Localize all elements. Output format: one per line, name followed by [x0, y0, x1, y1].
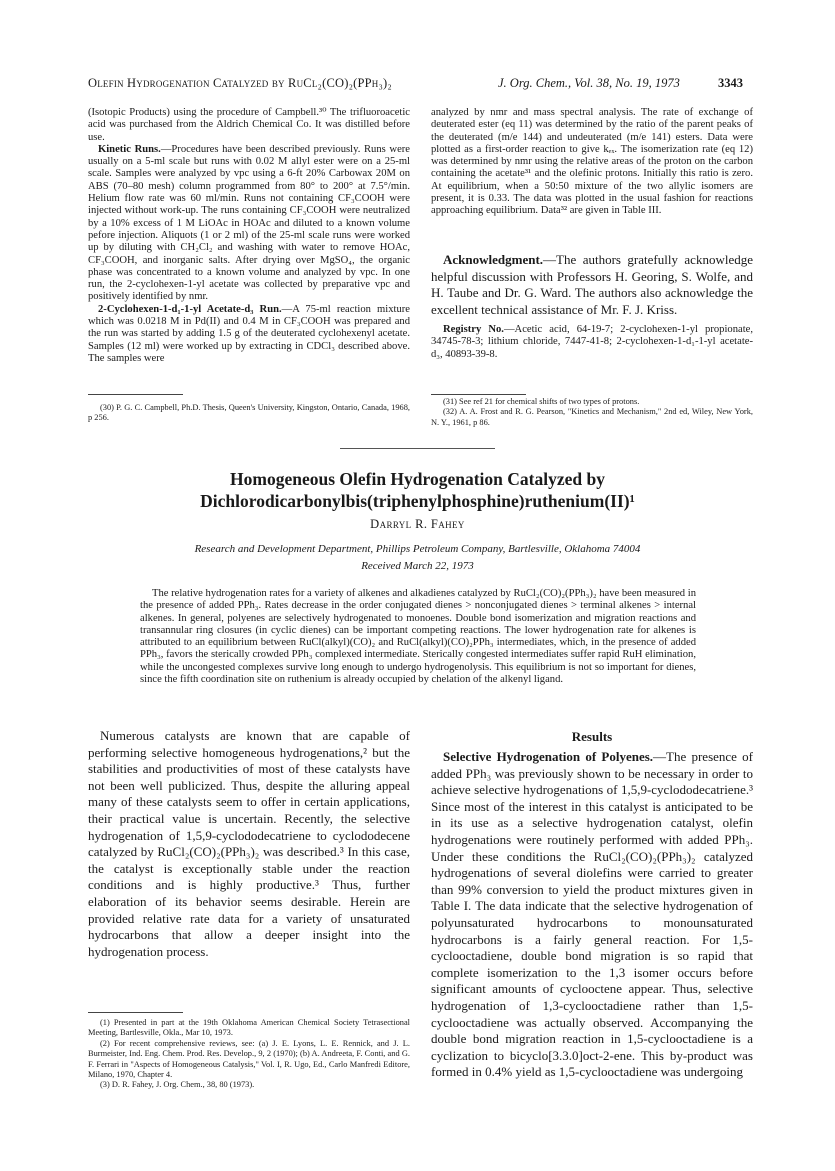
footnote-3: (3) D. R. Fahey, J. Org. Chem., 38, 80 (1973). [100, 1080, 255, 1090]
footnote-rule-left [88, 394, 183, 395]
article-separator [340, 448, 495, 449]
cyclohexenyl-run-heading: 2-Cyclohexen-1-d₁-1-yl Acetate-d₃ Run. [98, 303, 282, 315]
prev-article-right-column [431, 107, 753, 218]
cyclohexenyl-run-text: —A 75-ml reaction mixture which was 0.0218 M in Pd(II) and 0.4 M in CF₃COOH was prepared and the run was started by adding 1.5 g of the deuterated cyclohexenyl acetate. Samples (12 ml) were worked up by extracting in CDCl₃ described above. The samples were [88, 303, 410, 364]
introduction: Numerous catalysts are known that are capable of performing selective homogeneous hydrogenations,² but the stabilities and productivities of most of these catalysts have not been well publicized. Thus, despite the alluring appeal many of these catalysts seem to offer in certain applications, their practical value is uncertain. Recently, the selective hydrogenation of 1,5,9-cyclododecatriene to cyclododecene catalyzed by RuCl₂(CO)₂(PPh₃)₂ was described.³ In this case, the catalyst is exceptionally stable under the reaction conditions and is highly productive.³ Thus, further elaboration of its behavior seems desirable. Herein are provided relative rate data for a variety of unsaturated hydrocarbons that allow a deeper insight into the hydrogenation process. [88, 728, 410, 959]
acknowledgment-text: —The authors gratefully acknowledge helpful discussion with Professors H. Georing, S. Wolfe, and H. Taube and Dr. G. Ward. The authors also acknowledge the excellent technical assistance of Mr. F. J. Kriss. [431, 252, 753, 317]
results-subheading: Selective Hydrogenation of Polyenes. [443, 749, 654, 764]
abstract: The relative hydrogenation rates for a variety of alkenes and alkadienes catalyzed by RuCl₂(CO)₂(PPh₃)₂ have been measured in the presence of added PPh₃. Rates decrease in the order conjugated dienes > nonconjugated dienes > terminal alkenes > internal alkenes. In general, polyenes are selectively hydrogenated to monoenes. Double bond isomerization and migration reactions and transannular ring closures (in cyclic dienes) can be important competing reactions. The lower hydrogenation rate for alkenes is attributed to an equilibrium between RuCl(alkyl)(CO)₂ and RuCl(alkyl)(CO)₂PPh₃ intermediates, which, in the presence of added PPh₃, favors the sterically crowded PPh₃ complexed intermediate. Sterically congested intermediates suffer rapid RuH elimination, while the uncongested complexes survive long enough to undergo hydrogenolysis. This equilibrium is not so important for dienes, since the fifth coordination site on ruthenium is already occupied by chelation of the alkenyl ligand. [140, 588, 696, 686]
footnote-rule-right [431, 394, 526, 395]
title-line-2: Dichlorodicarbonylbis(triphenylphosphine)ruthenium(II)¹ [200, 491, 635, 511]
acknowledgment-heading: Acknowledgment. [443, 252, 544, 267]
registry-numbers [431, 324, 753, 361]
author: Darryl R. Fahey [370, 517, 465, 531]
page-number: 3343 [718, 76, 743, 90]
title-line-1: Homogeneous Olefin Hydrogenation Catalyzed by [230, 469, 605, 489]
affiliation: Research and Development Department, Phillips Petroleum Company, Bartlesville, Oklahoma 74004 [194, 543, 641, 555]
kinetic-runs-text: —Procedures have been described previously. Runs were usually on a 5-ml scale but runs with 0.02 M allyl ester were on a 25-ml scale. Samples were analyzed by vpc using a 6-ft 20% Carbowax 20M on ABS (70–80 mesh) column programmed from 80° to 200° at 7.5°/min. Helium flow rate was 60 ml/min. Runs not containing CF₃COOH were injected without work-up. The runs containing CF₃COOH were neutralized by a 10% excess of 1 M LiOAc in HOAc and diluted to a known volume pefore injection. Aliquots (1 or 2 ml) of the 25-ml scale runs were worked up by diluting with CH₂Cl₂ and washing with water to remove HOAc, CF₃COOH, and inorganic salts. After drying over MgSO₄, the organic phase was concentrated to a known volume and analyzed by vpc. In one run, the 2-cyclohexen-1-yl acetate was collected by preparative vpc and positively identified by nmr. [88, 143, 410, 303]
running-title: Olefin Hydrogenation Catalyzed by RuCl₂(CO)₂(PPh₃)₂ [88, 76, 392, 90]
footnote-31: (31) See ref 21 for chemical shifts of two types of protons. [443, 397, 640, 406]
registry-text: —Acetic acid, 64-19-7; 2-cyclohexen-1-yl propionate, 34745-78-3; lithium chloride, 7447-41-8; 2-cyclohexen-1-d₁-1-yl acetate-d₃, 40893-39-8. [431, 324, 753, 360]
footnote-rule-bottom [88, 1012, 183, 1013]
received-date: Received March 22, 1973 [361, 560, 474, 572]
registry-heading: Registry No. [443, 324, 504, 335]
results-heading: Results [571, 729, 613, 744]
footnotes-right [431, 397, 753, 428]
footnote-2: (2) For recent comprehensive reviews, see: (a) J. E. Lyons, L. E. Rennick, and J. L. Burmeister, Ind. Eng. Chem. Prod. Res. Develop., 9, 2 (1970); (b) A. Andreeta, F. Conti, and G. F. Ferrari in "Aspects of Homogeneous Catalysis," Vol. I, R. Ugo, Ed., Carlo Manfredi Editore, Milano, 1970, Chapter 4. [88, 1038, 410, 1080]
results-paragraph [431, 749, 753, 1081]
article-footnotes [88, 1018, 410, 1091]
results-text: —The presence of added PPh₃ was previously shown to be necessary in order to achieve selective hydrogenations of 1,5,9-cyclododecatriene.³ Since most of the interest in this catalyst is anticipated to be in its use as a selective hydrogenation catalyst, olefin hydrogenations were routinely performed with added PPh₃. Under these conditions the RuCl₂(CO)₂(PPh₃)₂ catalyzed hydrogenations of several diolefins were carried to greater than 99% conversion to yield the product mixtures given in Table I. The data indicate that the selective hydrogenation of polyunsaturated hydrocarbons to monounsaturated hydrocarbons is a fairly general reaction. For 1,5-cyclooctadiene, double bond migration is so rapid that complete isomerization to the 1,3 isomer occurs before significant amounts of cyclooctene appear. Thus, selective hydrogenation of 1,3-cyclooctadiene rather than 1,5-cyclooctadiene was actually observed. Accompanying the double bond migration reaction in 1,5-cyclooctadiene is a cyclization to bicyclo[3.3.0]oct-2-ene. This by-product was formed in 0.4% yield as 1,5-cyclooctadiene was undergoing [431, 749, 753, 1080]
kinetic-runs-paragraph [88, 144, 410, 304]
journal-citation: J. Org. Chem., Vol. 38, No. 19, 1973 [498, 76, 680, 90]
prev-article-left-column [88, 107, 410, 365]
acknowledgment [431, 252, 753, 318]
footnote-32: (32) A. A. Frost and R. G. Pearson, "Kinetics and Mechanism," 2nd ed, Wiley, New York, N. Y., 1961, p 86. [431, 407, 753, 427]
isotopic-products-text: (Isotopic Products) using the procedure of Campbell.³⁰ The trifluoroacetic acid was purchased from the Aldrich Chemical Co. It was distilled before use. [88, 107, 410, 143]
article-title [100, 468, 735, 512]
analysis-text: analyzed by nmr and mass spectral analysis. The rate of exchange of deuterated ester (eq 11) was determined by the ratio of the parent peaks of the deuterated (m/e 144) and undeuterated (m/e 141) esters. Data were plotted as a first-order reaction to give kₑₓ. The isomerization rate (eq 12) was determined by nmr using the relative areas of the proton on the carbon containing the acetate³¹ and the olefinic protons. Initially this ratio is zero. At equilibrium, when a 50:50 mixture of the two allylic isomers are present, it is 0.33. The data was plotted in the usual fashion for reactions approaching equilibrium. Data³² are given in Table III. [431, 107, 753, 217]
cyclohexenyl-run-paragraph [88, 304, 410, 365]
kinetic-runs-heading: Kinetic Runs. [98, 143, 161, 155]
footnote-1: (1) Presented in part at the 19th Oklahoma American Chemical Society Tetrasectional Meeting, Bartlesville, Okla., Mar 10, 1973. [88, 1018, 410, 1038]
footnote-30: (30) P. G. C. Campbell, Ph.D. Thesis, Queen's University, Kingston, Ontario, Canada, 1968, p 256. [88, 403, 410, 423]
